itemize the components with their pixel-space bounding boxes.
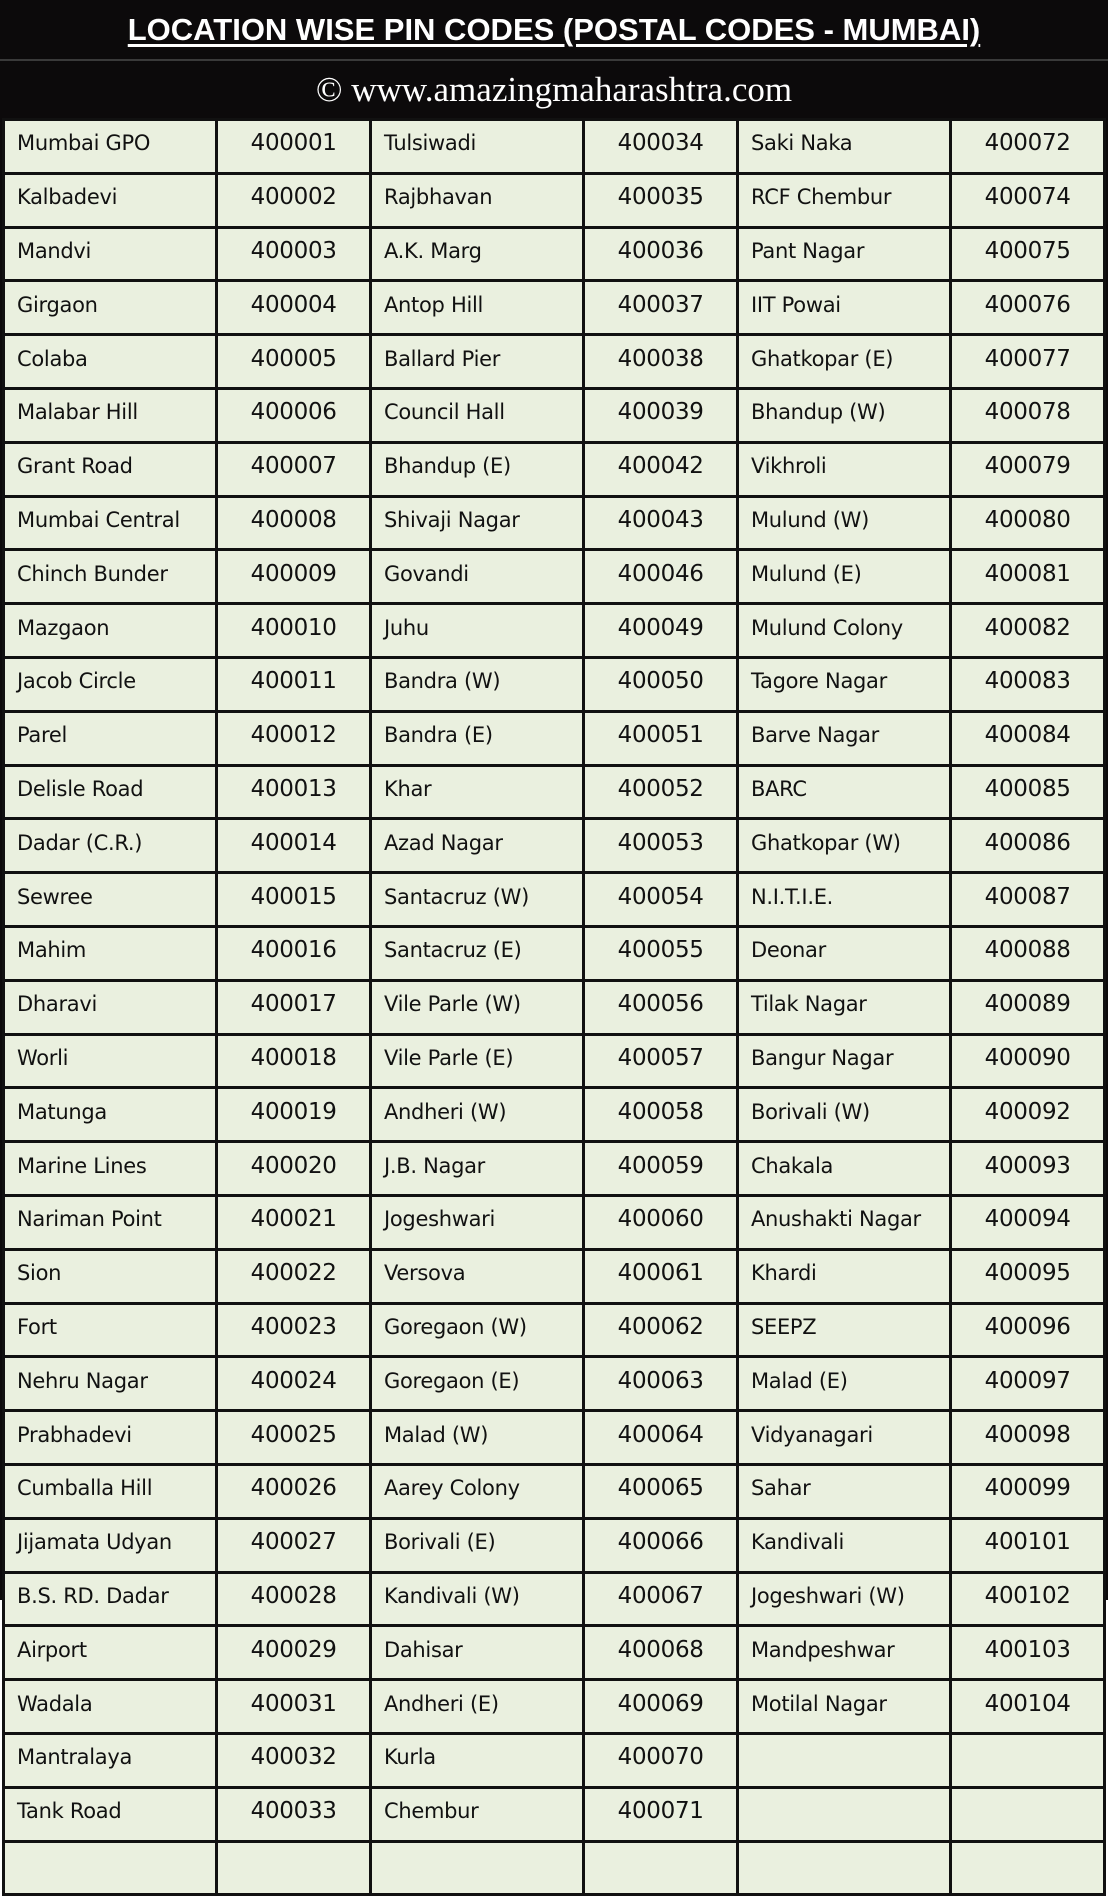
pin-code-cell: [951, 1841, 1105, 1895]
location-cell: Sewree: [4, 873, 217, 927]
pin-code-cell: 400049: [584, 604, 738, 658]
pin-code-cell: 400053: [584, 819, 738, 873]
pin-code-cell: 400096: [951, 1303, 1105, 1357]
location-cell: Andheri (E): [370, 1680, 583, 1734]
location-cell: Pant Nagar: [737, 227, 950, 281]
location-cell: [737, 1841, 950, 1895]
pin-code-cell: 400087: [951, 873, 1105, 927]
pin-code-cell: 400034: [584, 120, 738, 174]
location-cell: BARC: [737, 765, 950, 819]
location-cell: N.I.T.I.E.: [737, 873, 950, 927]
location-cell: Wadala: [4, 1680, 217, 1734]
location-cell: [737, 1787, 950, 1841]
pin-code-cell: 400014: [217, 819, 371, 873]
table-row: [4, 657, 1105, 711]
pin-code-cell: 400052: [584, 765, 738, 819]
table-row: [4, 980, 1105, 1034]
pin-code-cell: 400059: [584, 1142, 738, 1196]
pin-code-cell: 400031: [217, 1680, 371, 1734]
pin-code-cell: 400036: [584, 227, 738, 281]
pin-code-cell: 400089: [951, 980, 1105, 1034]
pin-code-cell: 400065: [584, 1464, 738, 1518]
location-cell: Malad (W): [370, 1411, 583, 1465]
location-cell: Mazgaon: [4, 604, 217, 658]
table-row: [4, 1464, 1105, 1518]
location-cell: Barve Nagar: [737, 711, 950, 765]
location-cell: Worli: [4, 1034, 217, 1088]
location-cell: Bhandup (E): [370, 442, 583, 496]
title-text: LOCATION WISE PIN CODES (POSTAL CODES - MUMBAI): [127, 11, 981, 47]
pin-code-cell: 400070: [584, 1733, 738, 1787]
location-cell: Mulund Colony: [737, 604, 950, 658]
table-row: [4, 604, 1105, 658]
pin-code-cell: 400008: [217, 496, 371, 550]
pin-code-cell: 400080: [951, 496, 1105, 550]
location-cell: Andheri (W): [370, 1088, 583, 1142]
location-cell: Juhu: [370, 604, 583, 658]
pin-code-cell: 400001: [217, 120, 371, 174]
pin-code-cell: 400037: [584, 281, 738, 335]
location-cell: Matunga: [4, 1088, 217, 1142]
location-cell: Prabhadevi: [4, 1411, 217, 1465]
pin-code-cell: [584, 1841, 738, 1895]
pin-code-cell: 400042: [584, 442, 738, 496]
pin-code-cell: 400077: [951, 335, 1105, 389]
table-row: [4, 819, 1105, 873]
location-cell: Anushakti Nagar: [737, 1195, 950, 1249]
table-row: [4, 496, 1105, 550]
location-cell: Chinch Bunder: [4, 550, 217, 604]
location-cell: Deonar: [737, 926, 950, 980]
pin-code-cell: 400057: [584, 1034, 738, 1088]
pin-code-cell: 400093: [951, 1142, 1105, 1196]
pin-code-cell: 400102: [951, 1572, 1105, 1626]
table-row: [4, 442, 1105, 496]
location-cell: Dahisar: [370, 1626, 583, 1680]
location-cell: Mandpeshwar: [737, 1626, 950, 1680]
table-row: [4, 335, 1105, 389]
location-cell: Vile Parle (W): [370, 980, 583, 1034]
table-row: [4, 1249, 1105, 1303]
pin-code-cell: 400018: [217, 1034, 371, 1088]
pin-code-cell: 400010: [217, 604, 371, 658]
location-cell: Ballard Pier: [370, 335, 583, 389]
location-cell: Santacruz (E): [370, 926, 583, 980]
location-cell: RCF Chembur: [737, 173, 950, 227]
location-cell: Dharavi: [4, 980, 217, 1034]
pin-code-cell: 400076: [951, 281, 1105, 335]
pin-code-cell: 400002: [217, 173, 371, 227]
pin-code-cell: 400029: [217, 1626, 371, 1680]
location-cell: IIT Powai: [737, 281, 950, 335]
location-cell: Tagore Nagar: [737, 657, 950, 711]
location-cell: Ghatkopar (E): [737, 335, 950, 389]
pin-code-cell: 400099: [951, 1464, 1105, 1518]
pin-code-cell: 400022: [217, 1249, 371, 1303]
pin-code-cell: 400033: [217, 1787, 371, 1841]
location-cell: Motilal Nagar: [737, 1680, 950, 1734]
location-cell: Aarey Colony: [370, 1464, 583, 1518]
location-cell: Bangur Nagar: [737, 1034, 950, 1088]
table-row: [4, 1034, 1105, 1088]
pin-code-cell: 400060: [584, 1195, 738, 1249]
pin-code-cell: [217, 1841, 371, 1895]
location-cell: Nariman Point: [4, 1195, 217, 1249]
location-cell: Fort: [4, 1303, 217, 1357]
pin-code-cell: 400094: [951, 1195, 1105, 1249]
location-cell: Goregaon (W): [370, 1303, 583, 1357]
location-cell: Ghatkopar (W): [737, 819, 950, 873]
location-cell: Mahim: [4, 926, 217, 980]
pin-code-cell: 400025: [217, 1411, 371, 1465]
location-cell: Goregaon (E): [370, 1357, 583, 1411]
location-cell: Kandivali: [737, 1518, 950, 1572]
pin-code-cell: 400035: [584, 173, 738, 227]
location-cell: Kurla: [370, 1733, 583, 1787]
location-cell: Khar: [370, 765, 583, 819]
pin-code-cell: 400024: [217, 1357, 371, 1411]
table-row: [4, 1787, 1105, 1841]
location-cell: Tulsiwadi: [370, 120, 583, 174]
location-cell: Rajbhavan: [370, 173, 583, 227]
pin-code-cell: 400021: [217, 1195, 371, 1249]
location-cell: A.K. Marg: [370, 227, 583, 281]
location-cell: Vidyanagari: [737, 1411, 950, 1465]
location-cell: Sahar: [737, 1464, 950, 1518]
table-row: [4, 1142, 1105, 1196]
location-cell: Marine Lines: [4, 1142, 217, 1196]
location-cell: Bhandup (W): [737, 388, 950, 442]
location-cell: Tank Road: [4, 1787, 217, 1841]
table-row: [4, 926, 1105, 980]
pin-code-cell: 400083: [951, 657, 1105, 711]
pin-code-cell: 400097: [951, 1357, 1105, 1411]
pin-code-cell: 400028: [217, 1572, 371, 1626]
location-cell: Grant Road: [4, 442, 217, 496]
location-cell: Nehru Nagar: [4, 1357, 217, 1411]
pin-code-cell: 400026: [217, 1464, 371, 1518]
location-cell: Tilak Nagar: [737, 980, 950, 1034]
location-cell: B.S. RD. Dadar: [4, 1572, 217, 1626]
location-cell: Mulund (E): [737, 550, 950, 604]
pin-code-cell: 400003: [217, 227, 371, 281]
pin-code-cell: 400032: [217, 1733, 371, 1787]
location-cell: Mantralaya: [4, 1733, 217, 1787]
table-row: [4, 1680, 1105, 1734]
pin-code-cell: 400067: [584, 1572, 738, 1626]
pin-code-cell: 400081: [951, 550, 1105, 604]
location-cell: Kalbadevi: [4, 173, 217, 227]
location-cell: [737, 1733, 950, 1787]
page-title: [0, 0, 1108, 61]
pin-code-cell: 400006: [217, 388, 371, 442]
pin-code-cell: 400075: [951, 227, 1105, 281]
location-cell: Dadar (C.R.): [4, 819, 217, 873]
pin-code-cell: 400061: [584, 1249, 738, 1303]
pin-code-cell: 400084: [951, 711, 1105, 765]
pin-code-cell: 400092: [951, 1088, 1105, 1142]
location-cell: Versova: [370, 1249, 583, 1303]
pin-code-cell: 400071: [584, 1787, 738, 1841]
table-row: [4, 227, 1105, 281]
pin-code-cell: 400095: [951, 1249, 1105, 1303]
table-row: [4, 550, 1105, 604]
pin-code-cell: 400015: [217, 873, 371, 927]
pin-code-cell: 400074: [951, 173, 1105, 227]
location-cell: Bandra (W): [370, 657, 583, 711]
location-cell: Borivali (W): [737, 1088, 950, 1142]
location-cell: Bandra (E): [370, 711, 583, 765]
pin-code-cell: 400011: [217, 657, 371, 711]
location-cell: Mumbai Central: [4, 496, 217, 550]
location-cell: Girgaon: [4, 281, 217, 335]
location-cell: Malabar Hill: [4, 388, 217, 442]
location-cell: SEEPZ: [737, 1303, 950, 1357]
pin-code-cell: 400016: [217, 926, 371, 980]
pin-code-cell: 400098: [951, 1411, 1105, 1465]
table-row: [4, 1626, 1105, 1680]
pin-code-cell: 400004: [217, 281, 371, 335]
pin-code-cell: 400068: [584, 1626, 738, 1680]
table-row: [4, 120, 1105, 174]
pin-code-cell: 400017: [217, 980, 371, 1034]
pin-code-cell: 400005: [217, 335, 371, 389]
table-row: [4, 1841, 1105, 1895]
table-row: [4, 281, 1105, 335]
pin-code-cell: 400086: [951, 819, 1105, 873]
location-cell: Borivali (E): [370, 1518, 583, 1572]
table-row: [4, 1411, 1105, 1465]
pin-code-cell: 400085: [951, 765, 1105, 819]
pin-code-cell: 400090: [951, 1034, 1105, 1088]
pin-code-table: [2, 118, 1106, 1896]
pin-code-cell: 400027: [217, 1518, 371, 1572]
pin-code-cell: 400039: [584, 388, 738, 442]
location-cell: Vikhroli: [737, 442, 950, 496]
table-row: [4, 765, 1105, 819]
table-row: [4, 388, 1105, 442]
pin-code-cell: 400088: [951, 926, 1105, 980]
pin-code-cell: [951, 1733, 1105, 1787]
copyright-website: © www.amazingmaharashtra.com: [315, 69, 793, 109]
location-cell: Azad Nagar: [370, 819, 583, 873]
pin-code-cell: 400104: [951, 1680, 1105, 1734]
pin-code-cell: 400079: [951, 442, 1105, 496]
location-cell: Jijamata Udyan: [4, 1518, 217, 1572]
location-cell: Saki Naka: [737, 120, 950, 174]
pin-code-cell: 400054: [584, 873, 738, 927]
location-cell: [4, 1841, 217, 1895]
location-cell: Chembur: [370, 1787, 583, 1841]
location-cell: Shivaji Nagar: [370, 496, 583, 550]
location-cell: Jogeshwari (W): [737, 1572, 950, 1626]
location-cell: Malad (E): [737, 1357, 950, 1411]
pin-code-cell: [951, 1787, 1105, 1841]
pin-code-cell: 400103: [951, 1626, 1105, 1680]
pin-code-cell: 400013: [217, 765, 371, 819]
pin-code-cell: 400069: [584, 1680, 738, 1734]
pin-code-cell: 400063: [584, 1357, 738, 1411]
pin-code-cell: 400078: [951, 388, 1105, 442]
location-cell: Kandivali (W): [370, 1572, 583, 1626]
table-row: [4, 1572, 1105, 1626]
table-row: [4, 1195, 1105, 1249]
location-cell: Jacob Circle: [4, 657, 217, 711]
pin-code-cell: 400038: [584, 335, 738, 389]
pin-code-cell: 400043: [584, 496, 738, 550]
location-cell: J.B. Nagar: [370, 1142, 583, 1196]
location-cell: Airport: [4, 1626, 217, 1680]
table-row: [4, 1088, 1105, 1142]
pin-code-cell: 400064: [584, 1411, 738, 1465]
pin-code-cell: 400101: [951, 1518, 1105, 1572]
location-cell: Mulund (W): [737, 496, 950, 550]
location-cell: Antop Hill: [370, 281, 583, 335]
location-cell: Santacruz (W): [370, 873, 583, 927]
table-row: [4, 873, 1105, 927]
location-cell: Delisle Road: [4, 765, 217, 819]
table-row: [4, 1518, 1105, 1572]
pin-code-cell: 400012: [217, 711, 371, 765]
location-cell: Chakala: [737, 1142, 950, 1196]
pin-code-cell: 400023: [217, 1303, 371, 1357]
table-row: [4, 173, 1105, 227]
pin-code-cell: 400055: [584, 926, 738, 980]
location-cell: Mandvi: [4, 227, 217, 281]
location-cell: Jogeshwari: [370, 1195, 583, 1249]
table-row: [4, 1303, 1105, 1357]
pin-code-cell: 400066: [584, 1518, 738, 1572]
location-cell: Parel: [4, 711, 217, 765]
location-cell: Govandi: [370, 550, 583, 604]
pin-code-cell: 400007: [217, 442, 371, 496]
pin-code-cell: 400020: [217, 1142, 371, 1196]
pin-code-cell: 400051: [584, 711, 738, 765]
location-cell: Council Hall: [370, 388, 583, 442]
pin-code-cell: 400062: [584, 1303, 738, 1357]
location-cell: Mumbai GPO: [4, 120, 217, 174]
pin-code-cell: 400058: [584, 1088, 738, 1142]
table-row: [4, 711, 1105, 765]
pin-code-cell: 400056: [584, 980, 738, 1034]
pin-code-cell: 400050: [584, 657, 738, 711]
location-cell: Khardi: [737, 1249, 950, 1303]
table-row: [4, 1357, 1105, 1411]
location-cell: Cumballa Hill: [4, 1464, 217, 1518]
pin-code-cell: 400072: [951, 120, 1105, 174]
location-cell: [370, 1841, 583, 1895]
location-cell: Colaba: [4, 335, 217, 389]
pin-code-cell: 400082: [951, 604, 1105, 658]
pin-code-cell: 400019: [217, 1088, 371, 1142]
location-cell: Sion: [4, 1249, 217, 1303]
table-row: [4, 1733, 1105, 1787]
pin-code-cell: 400046: [584, 550, 738, 604]
pin-code-cell: 400009: [217, 550, 371, 604]
location-cell: Vile Parle (E): [370, 1034, 583, 1088]
